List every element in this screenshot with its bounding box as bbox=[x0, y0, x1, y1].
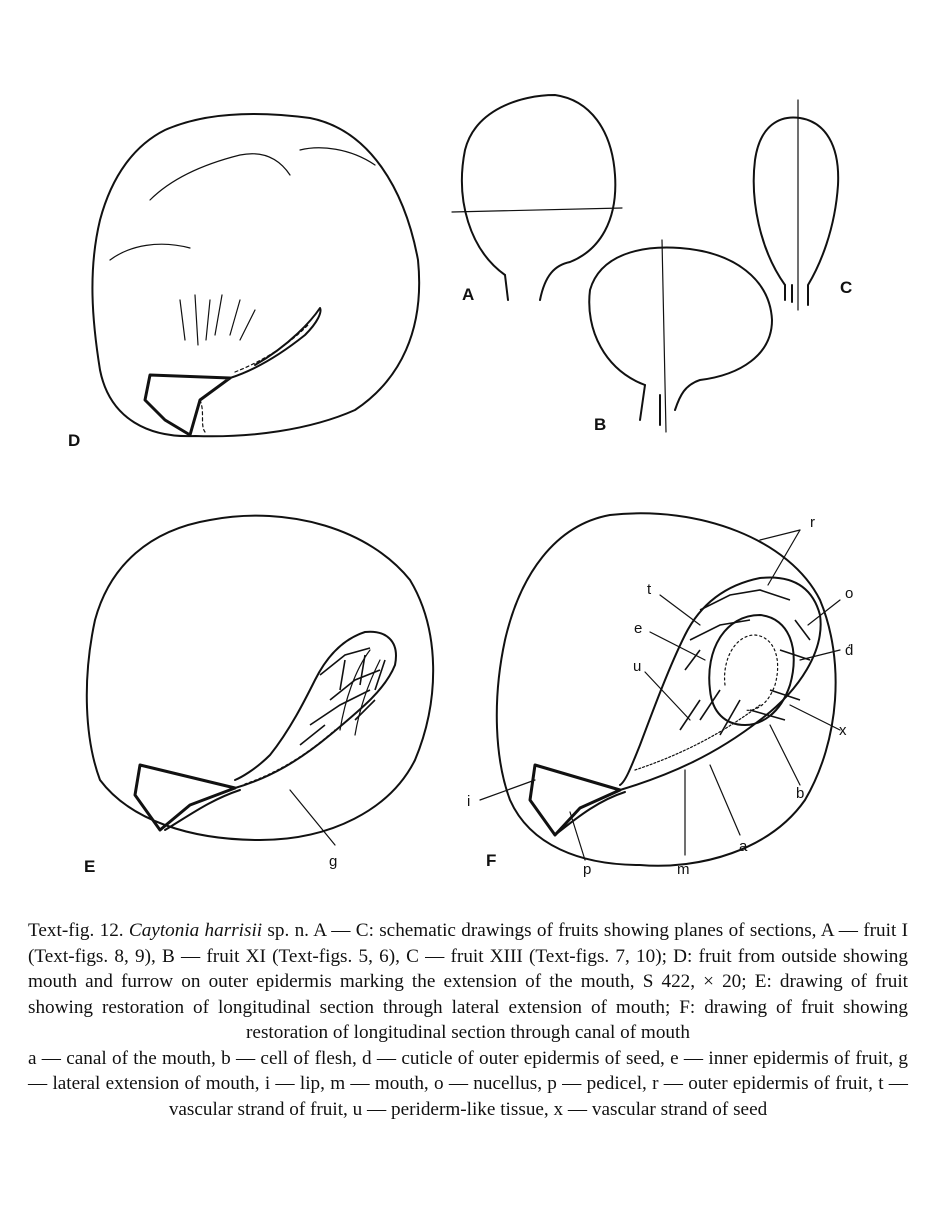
drawing-a bbox=[452, 95, 622, 300]
panel-label-e: E bbox=[84, 857, 96, 876]
part-label-a: a bbox=[739, 838, 748, 855]
panel-label-a: A bbox=[462, 285, 475, 304]
part-label-e: e bbox=[634, 620, 643, 637]
drawing-f bbox=[480, 513, 840, 865]
part-label-g: g bbox=[329, 853, 338, 870]
caption-species: Caytonia harrisii bbox=[128, 920, 263, 941]
drawing-e bbox=[87, 516, 433, 845]
panel-label-f: F bbox=[486, 851, 497, 870]
part-label-o: o bbox=[845, 585, 854, 602]
caption-prefix: Text-fig. 12. bbox=[28, 920, 129, 941]
part-label-m: m bbox=[677, 861, 690, 878]
caption-main bbox=[28, 918, 908, 1046]
panel-label-d: D bbox=[68, 431, 81, 450]
caption-legend: a — canal of the mouth, b — cell of flesh, d — cuticle of outer epidermis of seed, e — inner epidermis of fruit, g — lateral extension of mouth, i — lip, m — mouth, o — nucellus, p — pedicel, r — outer epidermis of fruit, t — vascular strand of fruit, u — periderm-like tissue, x — vascular strand of seed bbox=[28, 1047, 908, 1120]
part-label-u: u bbox=[633, 658, 642, 675]
part-label-t: t bbox=[647, 581, 652, 598]
drawing-b bbox=[589, 240, 772, 432]
part-label-x: x bbox=[839, 722, 847, 739]
drawing-d bbox=[92, 114, 419, 436]
figure-caption bbox=[28, 918, 908, 1122]
part-label-i: i bbox=[467, 793, 471, 810]
part-label-r: r bbox=[810, 514, 815, 531]
part-label-p: p bbox=[583, 861, 592, 878]
panel-label-c: C bbox=[840, 278, 853, 297]
part-label-b: b bbox=[796, 785, 805, 802]
caption-main-text: sp. n. A — C: schematic drawings of fruits showing planes of sections, A — fruit I (Text-figs. 8, 9), B — fruit XI (Text-figs. 5, 6), C — fruit XIII (Text-figs. 7, 10); D: fruit from outside showing mouth and furrow on outer epidermis marking the extension of the mouth, S 422, × 20; E: drawing of fruit showing restoration of longitudinal section through lateral extension of mouth; F: drawing of fruit showing restoration of longitudinal section through canal of mouth bbox=[28, 920, 908, 1043]
drawing-c bbox=[754, 100, 838, 310]
panel-label-b: B bbox=[594, 415, 607, 434]
part-label-d: d́ bbox=[845, 642, 854, 659]
